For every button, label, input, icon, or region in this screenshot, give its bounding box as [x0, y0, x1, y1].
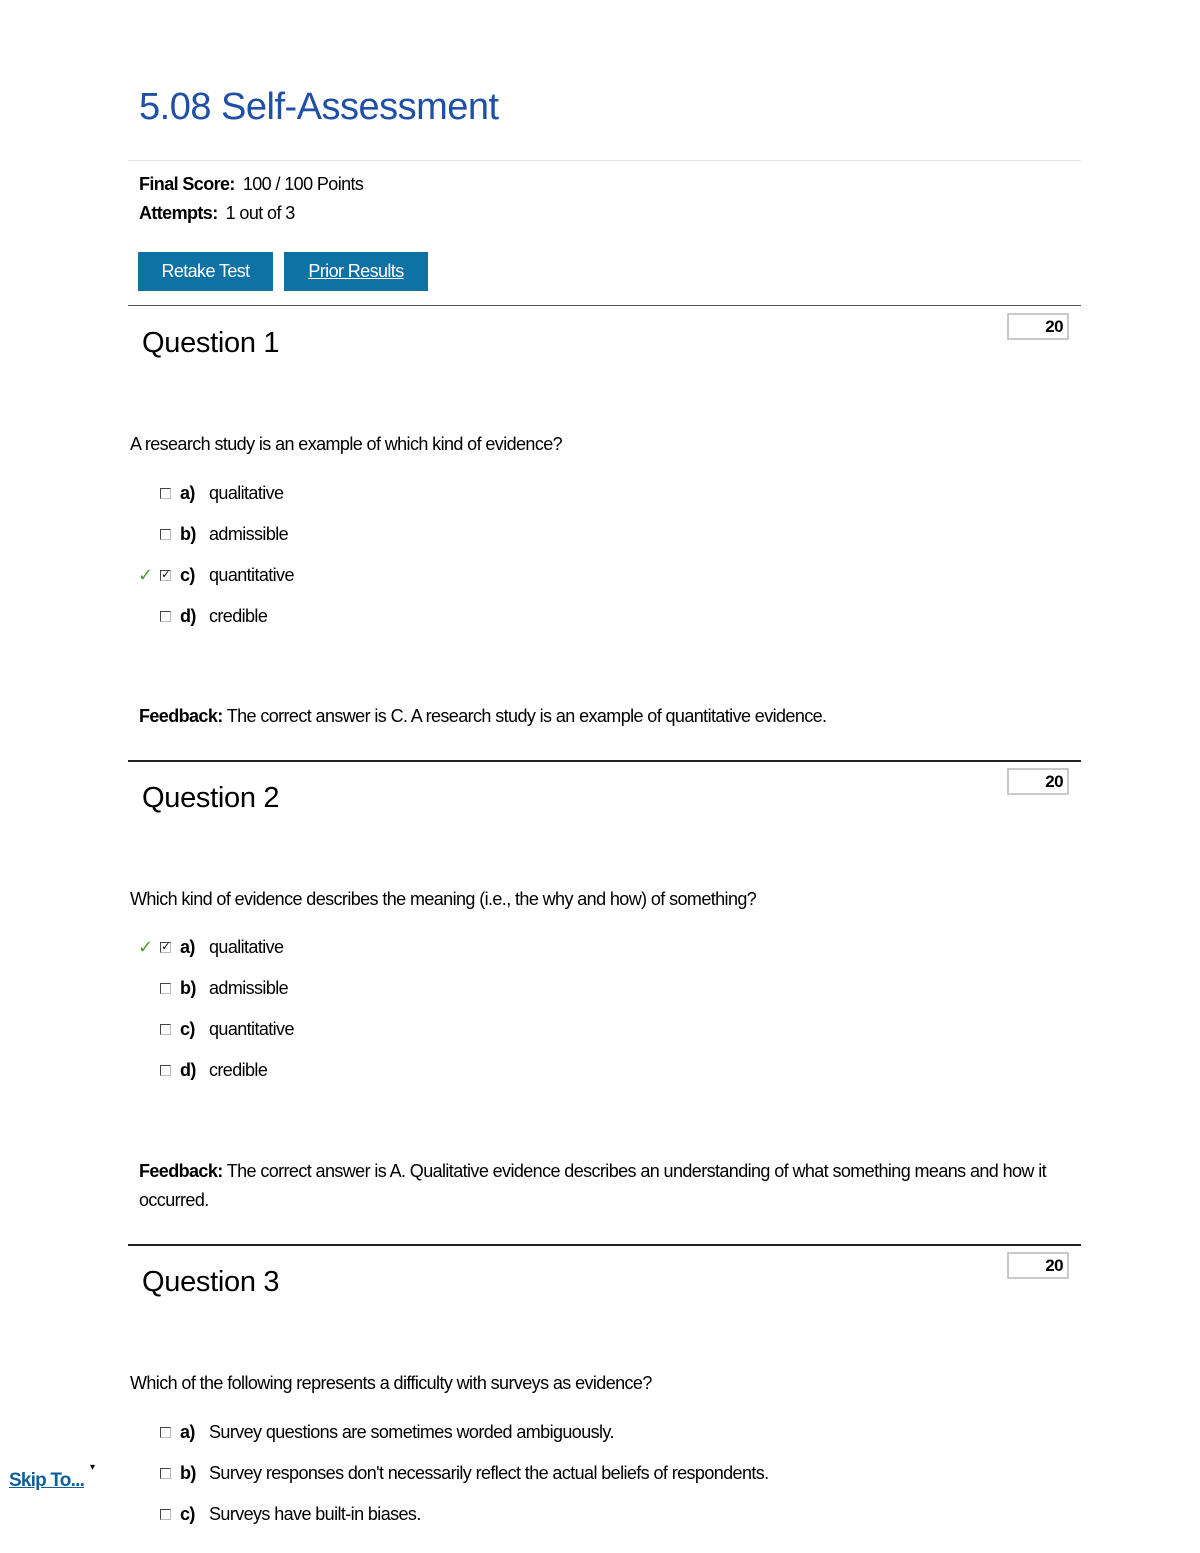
question-3: [128, 1244, 1081, 1544]
correct-check-icon: ✓: [138, 565, 153, 585]
option-letter: d): [180, 606, 196, 626]
option-letter: b): [180, 1463, 196, 1483]
option-letter: b): [180, 524, 196, 544]
correct-check-icon: ✓: [138, 937, 153, 957]
option-letter: c): [180, 1019, 195, 1039]
feedback-label: Feedback:: [139, 1161, 223, 1181]
question-title: Question 2: [142, 782, 280, 814]
checkbox-icon[interactable]: [160, 1468, 171, 1479]
final-score-label: Final Score:: [139, 174, 235, 194]
checked-checkbox-icon[interactable]: ✓: [161, 569, 170, 581]
checkbox-icon[interactable]: [160, 983, 171, 994]
option-text: quantitative: [209, 565, 294, 585]
question-title: Question 3: [142, 1266, 280, 1298]
prior-results-button[interactable]: Prior Results: [284, 252, 428, 291]
option-letter: a): [180, 483, 195, 503]
feedback-text: The correct answer is A. Qualitative evidence describes an understanding of what something means and how it occurred.: [139, 1161, 1047, 1210]
option-text: Survey questions are sometimes worded ambiguously.: [209, 1422, 614, 1442]
option-text: Surveys have built-in biases.: [209, 1504, 421, 1524]
checkbox-icon[interactable]: [160, 1427, 171, 1438]
checked-checkbox-icon[interactable]: ✓: [161, 941, 170, 953]
question-text: Which kind of evidence describes the meaning (i.e., the why and how) of something?: [130, 889, 757, 909]
option-text: credible: [209, 606, 268, 626]
checkbox-icon[interactable]: [160, 1509, 171, 1520]
checkbox-icon[interactable]: [160, 611, 171, 622]
option-text: qualitative: [209, 483, 284, 503]
dropdown-caret-icon[interactable]: ▾: [90, 1462, 96, 1473]
feedback: [139, 702, 1059, 731]
question-divider: [128, 1244, 1081, 1246]
page-title: 5.08 Self-Assessment: [139, 86, 499, 128]
option-letter: a): [180, 937, 195, 957]
question-divider: [128, 305, 1081, 306]
option-letter: d): [180, 1060, 196, 1080]
question-2: [128, 760, 1081, 1240]
option-text: admissible: [209, 524, 289, 544]
attempts-label: Attempts:: [139, 203, 218, 223]
feedback-text: The correct answer is C. A research study is an example of quantitative evidence.: [226, 706, 827, 726]
feedback: [139, 1157, 1059, 1215]
checkbox-icon[interactable]: [160, 488, 171, 499]
points-box: 20: [1007, 1252, 1069, 1279]
checkbox-icon[interactable]: [160, 1024, 171, 1035]
retake-test-button[interactable]: Retake Test: [138, 252, 273, 291]
question-divider: [128, 760, 1081, 762]
option-letter: c): [180, 565, 195, 585]
option-text: quantitative: [209, 1019, 294, 1039]
attempts: [139, 203, 295, 224]
option-text: Survey responses don't necessarily reflect the actual beliefs of respondents.: [209, 1463, 769, 1483]
points-box: 20: [1007, 313, 1069, 340]
option-text: credible: [209, 1060, 268, 1080]
question-text: A research study is an example of which kind of evidence?: [130, 434, 563, 454]
checkbox-icon[interactable]: [160, 1065, 171, 1076]
option-letter: c): [180, 1504, 195, 1524]
attempts-value: 1 out of 3: [225, 203, 295, 223]
question-title: Question 1: [142, 327, 280, 359]
final-score-value: 100 / 100 Points: [242, 174, 364, 194]
skip-to-link[interactable]: Skip To...: [9, 1470, 85, 1491]
option-text: qualitative: [209, 937, 284, 957]
final-score: [139, 174, 363, 195]
option-letter: a): [180, 1422, 195, 1442]
option-letter: b): [180, 978, 196, 998]
question-text: Which of the following represents a difficulty with surveys as evidence?: [130, 1373, 652, 1393]
option-text: admissible: [209, 978, 289, 998]
checkbox-icon[interactable]: [160, 529, 171, 540]
feedback-label: Feedback:: [139, 706, 223, 726]
points-box: 20: [1007, 768, 1069, 795]
question-1: [128, 305, 1081, 755]
title-divider: [128, 160, 1081, 161]
